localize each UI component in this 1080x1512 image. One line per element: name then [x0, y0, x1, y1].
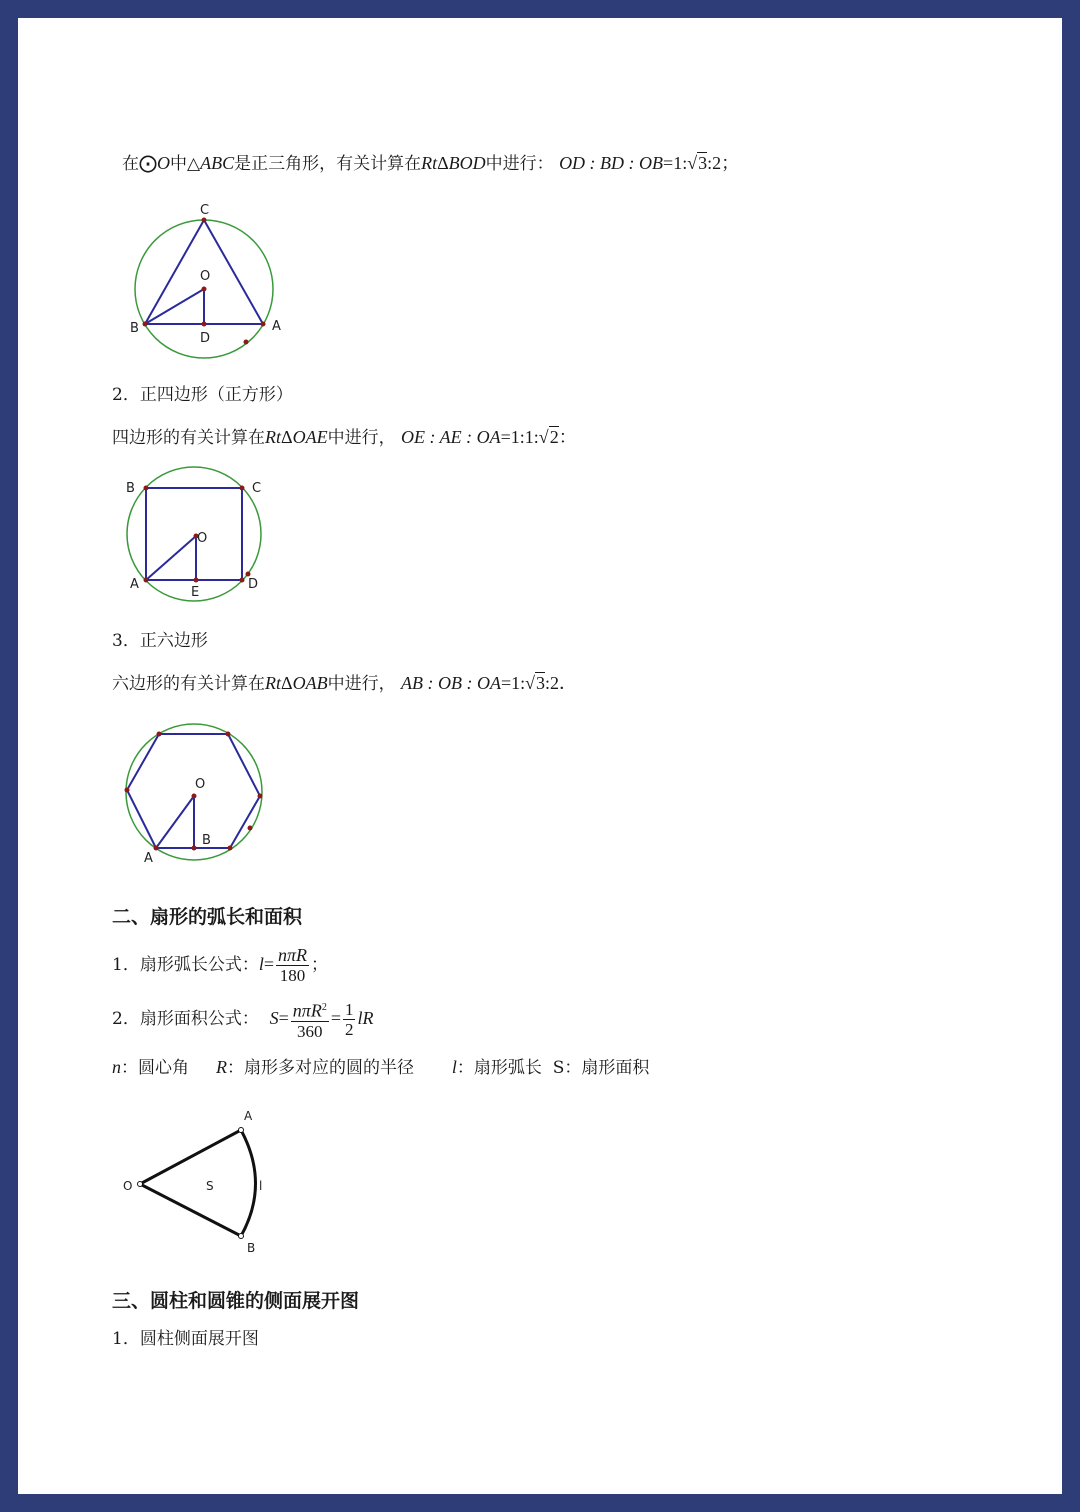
- point-a: [144, 578, 149, 583]
- label-b: B: [130, 321, 139, 336]
- triangle-diagram: [118, 198, 298, 358]
- label-s: S: [206, 1179, 214, 1193]
- point-o: [202, 287, 207, 292]
- label-a: A: [244, 1109, 253, 1123]
- square-text: 四边形的有关计算在RtΔOAE中进行， OE : AE : OA=1:1:√2：: [112, 427, 577, 448]
- label-e: E: [191, 585, 200, 600]
- label-a: A: [144, 851, 153, 866]
- point-b: [144, 486, 149, 491]
- ratio-lhs: OD : BD : OB: [559, 153, 664, 173]
- circle-symbol: ⨀: [139, 153, 157, 174]
- section2-heading: 二、扇形的弧长和面积: [112, 906, 303, 928]
- point-a: [154, 846, 159, 851]
- area-fraction: $\frac{n\pi R^2}{360}$: [291, 998, 329, 1041]
- label-c: C: [252, 481, 262, 496]
- point-d: [202, 322, 207, 327]
- label-a: A: [272, 319, 281, 334]
- point-a: [261, 322, 266, 327]
- sector-diagram: [118, 1108, 298, 1258]
- ratio-lhs: AB : OB : OA: [400, 673, 501, 693]
- point-c: [240, 486, 245, 491]
- section3-heading: 三、圆柱和圆锥的侧面展开图: [112, 1290, 360, 1312]
- label-d: D: [248, 577, 259, 592]
- document-page: [18, 18, 1062, 1494]
- label-a: A: [130, 577, 139, 592]
- label-l: l: [259, 1179, 263, 1193]
- point-extra: [248, 826, 253, 831]
- label-o: O: [195, 777, 206, 792]
- hexagon-diagram: [118, 718, 288, 878]
- sector-area-formula: 2．扇形面积公式： S= $\frac{n\pi R^2}{360}$ = $\frac{1}{2}$ lR: [112, 1000, 374, 1041]
- label-o: O: [197, 531, 208, 546]
- hexagon-title: 3．正六边形: [112, 631, 208, 651]
- point-b: [192, 846, 197, 851]
- formula-legend: n：圆心角 R：扇形多对应的圆的半径 l：扇形弧长 S：扇形面积: [112, 1057, 650, 1078]
- point-o: [192, 794, 197, 799]
- label-o: O: [200, 269, 211, 284]
- point-e: [194, 578, 199, 583]
- arc-length-fraction: $\frac{\text{nπR}}{180}$: [278, 945, 308, 985]
- section3-item1: 1．圆柱侧面展开图: [112, 1329, 259, 1349]
- half-fraction: $\frac{1}{2}$: [344, 1000, 354, 1039]
- ratio-lhs: OE : AE : OA: [400, 427, 501, 447]
- point-extra: [244, 340, 249, 345]
- sector-arc: [241, 1130, 256, 1236]
- label-b: B: [202, 833, 211, 848]
- label-b: B: [126, 481, 135, 496]
- hexagon-text: 六边形的有关计算在RtΔOAB中进行， AB : OB : OA=1:√3:2．: [112, 673, 578, 694]
- point-b: [143, 322, 148, 327]
- label-b: B: [247, 1241, 256, 1255]
- label-d: D: [200, 331, 211, 346]
- point-extra: [246, 572, 251, 577]
- point-c: [202, 218, 207, 223]
- square-title: 2．正四边形（正方形）: [112, 385, 293, 405]
- point-d: [240, 578, 245, 583]
- square-diagram: [118, 474, 278, 614]
- arc-length-formula: 1．扇形弧长公式：l= $\frac{\text{nπR}}{180}$ ；: [112, 945, 329, 985]
- label-o: O: [123, 1179, 133, 1193]
- triangle-text: 在⨀O中△ABC是正三角形，有关计算在RtΔBOD中进行： OD : BD : OB=1:√3:2；: [122, 153, 740, 174]
- label-c: C: [200, 203, 210, 218]
